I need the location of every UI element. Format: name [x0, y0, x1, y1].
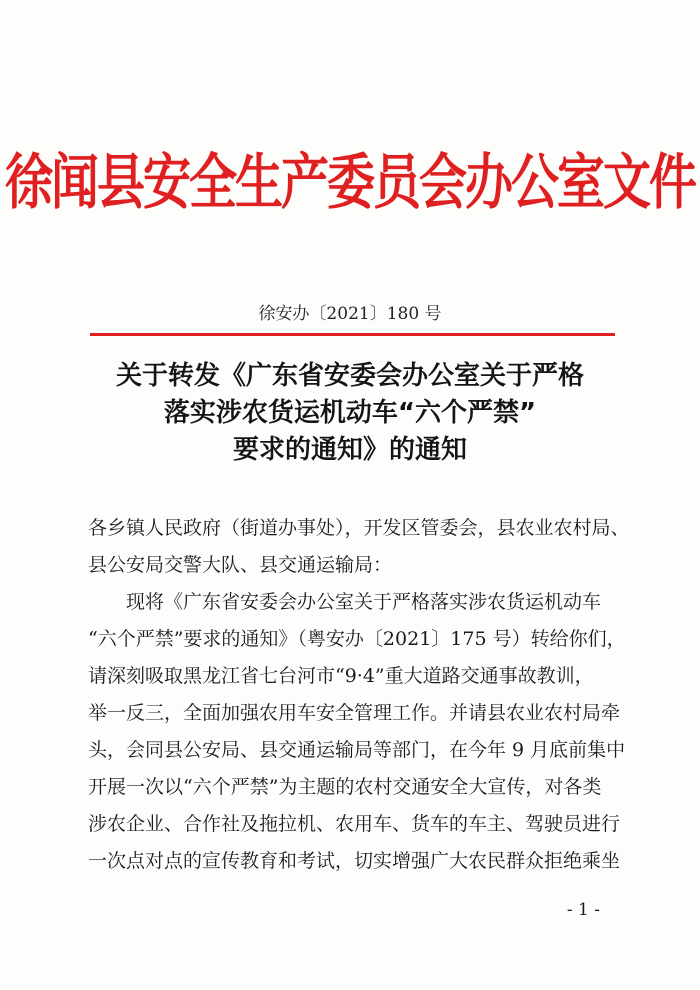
body-line: 涉农企业、合作社及拖拉机、农用车、货车的车主、驾驶员进行: [88, 813, 621, 835]
document-title: [0, 358, 700, 469]
body-line: 县公安局交警大队、县交通运输局：: [88, 554, 393, 576]
red-divider-line: [90, 333, 615, 336]
body-line: 请深刻吸取黑龙江省七台河市“9·4”重大道路交通事故教训，: [88, 665, 594, 687]
title-line: 落实涉农货运机动车“六个严禁”: [163, 398, 537, 428]
issuer-masthead: 徐闻县安全生产委员会办公室文件: [4, 148, 695, 218]
body-line: 开展一次以“六个严禁”为主题的农村交通安全大宣传，对各类: [88, 776, 602, 798]
document-number: 徐安办〔2021〕180 号: [258, 304, 442, 324]
body-line: 各乡镇人民政府（街道办事处），开发区管委会，县农业农村局、: [88, 517, 630, 539]
title-line: 要求的通知》的通知: [232, 435, 467, 465]
page-number: - 1 -: [566, 900, 600, 920]
body-line: “六个严禁”要求的通知》（粤安办〔2021〕175 号）转给你们，: [88, 628, 626, 650]
body-line: 一次点对点的宣传教育和考试，切实增强广大农民群众拒绝乘坐: [88, 850, 621, 872]
title-line: 关于转发《广东省安委会办公室关于严格: [115, 361, 584, 391]
body-line: 头，会同县公安局、县交通运输局等部门，在今年 9 月底前集中: [88, 739, 626, 761]
document-body: [88, 510, 628, 880]
page-footer: [0, 900, 700, 920]
body-line: 举一反三，全面加强农用车安全管理工作。并请县农业农村局牵: [88, 702, 621, 724]
body-line: 现将《广东省安委会办公室关于严格落实涉农货运机动车: [88, 591, 602, 613]
